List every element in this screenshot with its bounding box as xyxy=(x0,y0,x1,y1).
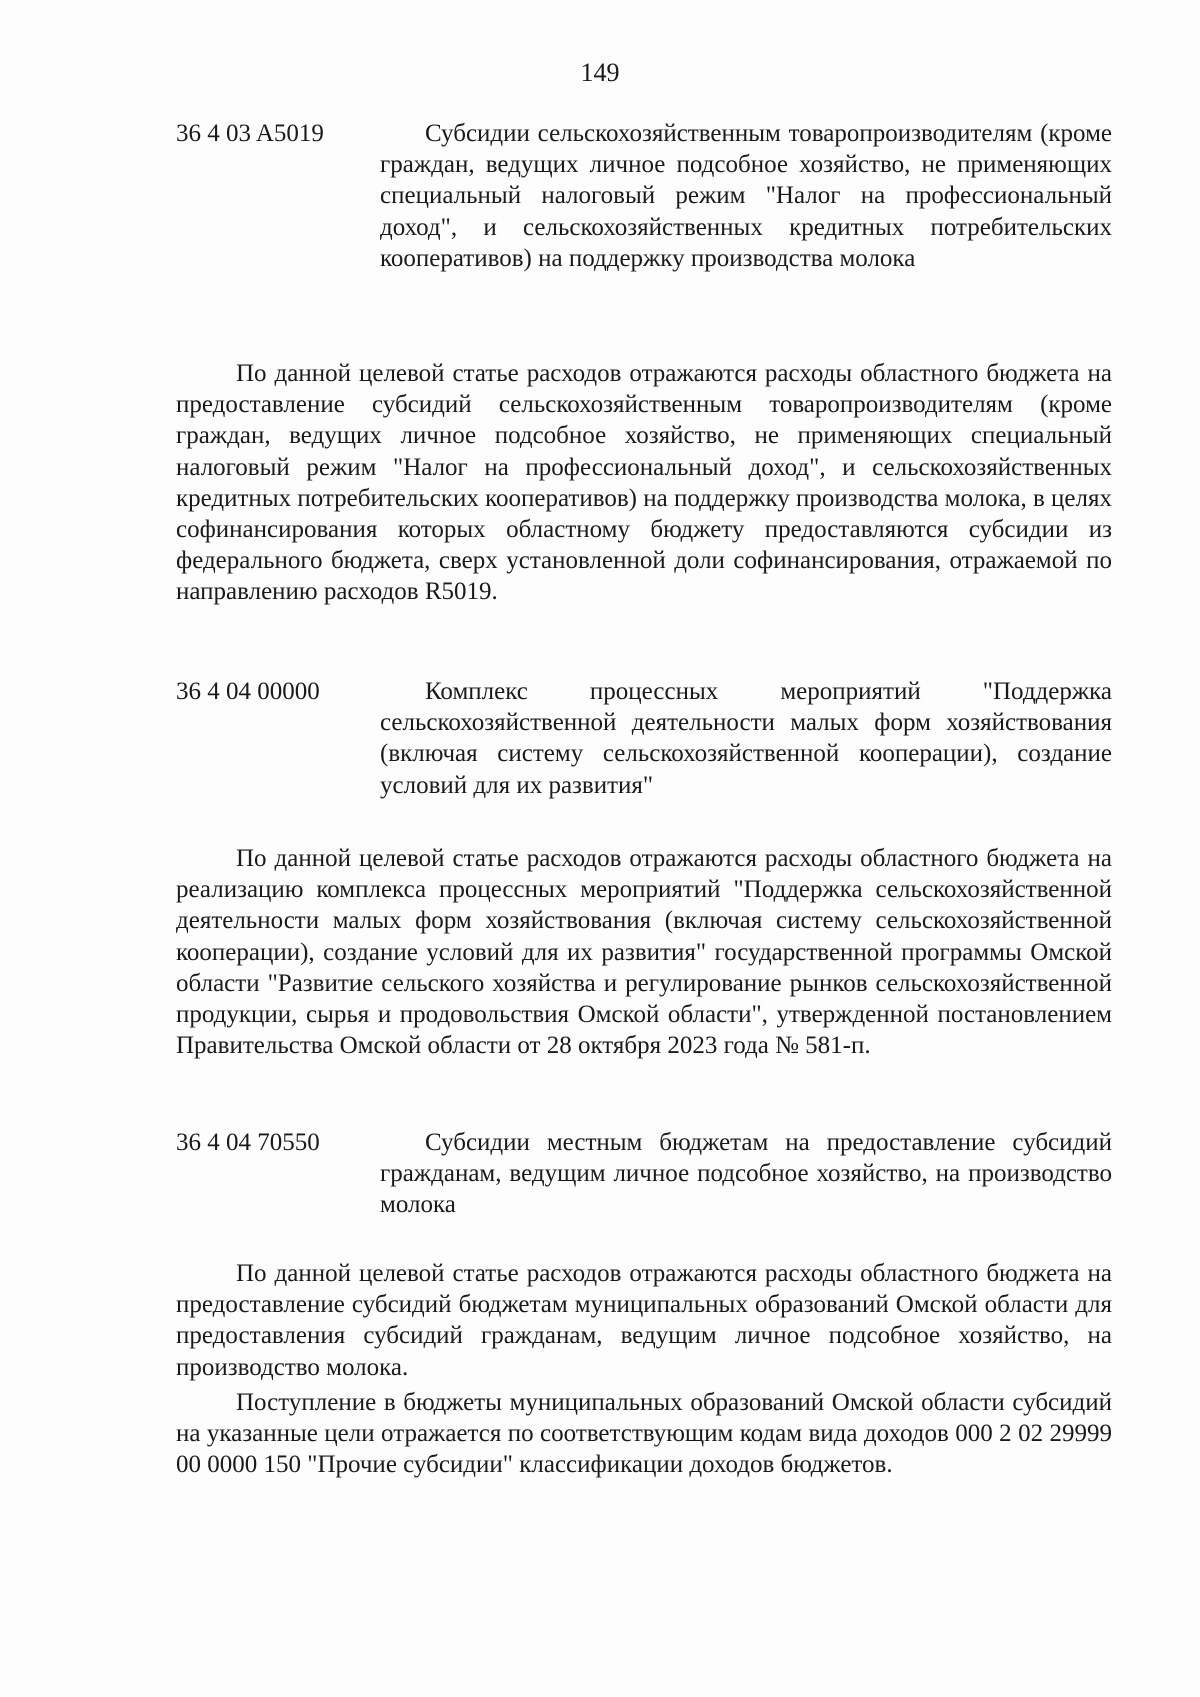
budget-code: 36 4 03 A5019 xyxy=(176,120,324,147)
page-number: 149 xyxy=(580,58,620,87)
budget-code: 36 4 04 00000 xyxy=(176,678,320,705)
description-paragraph: По данной целевой статье расходов отражаются расходы областного бюджета на предоставление субсидий бюджетам муниципальных образований Омской области для предоставления субсидий гражданам, ведущим личное подсобное хозяйство, на производство молока. xyxy=(176,1260,1112,1381)
entry-title: Субсидии местным бюджетам на предоставление субсидий гражданам, ведущим личное подсобное хозяйство, на производство молока xyxy=(380,1129,1112,1219)
description-paragraph: По данной целевой статье расходов отражаются расходы областного бюджета на предоставление субсидий сельскохозяйственным товаропроизводителям (кроме граждан, ведущих личное подсобное хозяйство, не применяющих специальный налоговый режим "Налог на профессиональный доход", и сельскохозяйственных кредитных потребительских кооперативов) на поддержку производства молока, в целях софинансирования которых областному бюджету предоставляются субсидии из федерального бюджета, сверх установленной доли софинансирования, отражаемой по направлению расходов R5019. xyxy=(176,360,1112,606)
description-paragraph: По данной целевой статье расходов отражаются расходы областного бюджета на реализацию комплекса процессных мероприятий "Поддержка сельскохозяйственной деятельности малых форм хозяйствования (включая систему сельскохозяйственной кооперации), создание условий для их развития" государственной программы Омской области "Развитие сельского хозяйства и регулирование рынков сельскохозяйственной продукции, сырья и продовольствия Омской области", утвержденной постановлением Правительства Омской области от 28 октября 2023 года № 581-п. xyxy=(176,845,1112,1060)
budget-code: 36 4 04 70550 xyxy=(176,1129,320,1156)
entry-title: Субсидии сельскохозяйственным товаропроизводителям (кроме граждан, ведущих личное подсобное хозяйство, не применяющих специальный налоговый режим "Налог на профессиональный доход", и сельскохозяйственных кредитных потребительских кооперативов) на поддержку производства молока xyxy=(380,120,1112,272)
entry-title: Комплекс процессных мероприятий "Поддержка сельскохозяйственной деятельности малых форм хозяйствования (включая систему сельскохозяйственной кооперации), создание условий для их развития" xyxy=(380,678,1112,799)
description-paragraph: Поступление в бюджеты муниципальных образований Омской области субсидий на указанные цели отражается по соответствующим кодам вида доходов 000 2 02 29999 00 0000 150 "Прочие субсидии" классификации доходов бюджетов. xyxy=(176,1389,1112,1479)
